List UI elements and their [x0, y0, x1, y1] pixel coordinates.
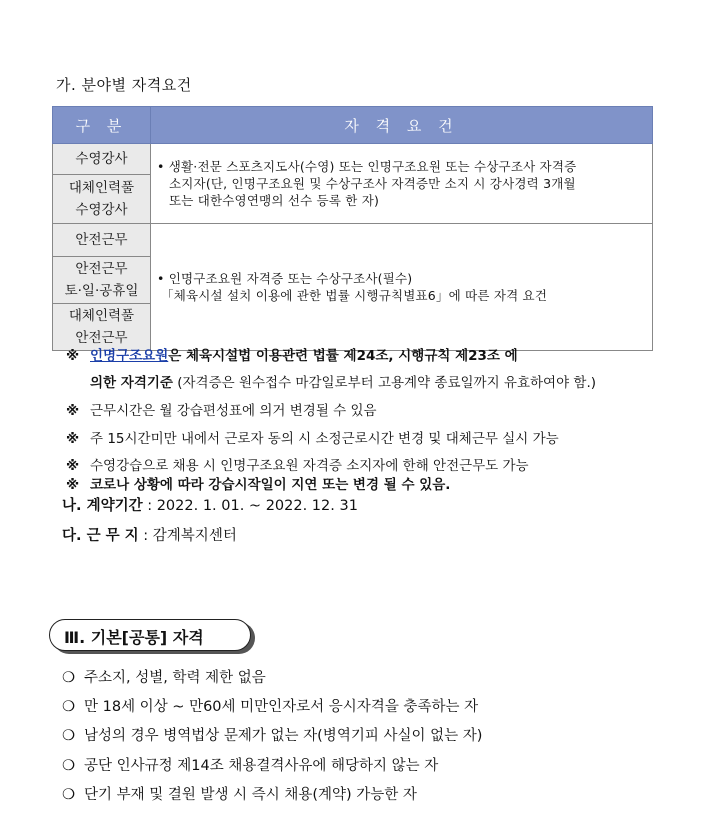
note-text: 은 체육시설법 이용관련 법률 제24조, 시행규칙 제23조 에 [168, 348, 518, 364]
note-legal [66, 344, 518, 364]
category-cell: 수영강사 [53, 144, 151, 175]
contract-period [62, 494, 358, 515]
category-cell [53, 175, 151, 224]
note-text: (자격증은 원수접수 마감일로부터 고용계약 종료일까지 유효하여야 함.) [172, 375, 597, 391]
req-line: • 생활·전문 스포츠지도사(수영) 또는 인명구조요원 또는 수상구조사 자격증 [157, 159, 577, 174]
list-item [62, 695, 478, 716]
table-row [53, 144, 653, 175]
note-mark: ※ [66, 403, 80, 419]
header-category: 구 분 [53, 107, 151, 144]
requirement-swim [151, 144, 653, 224]
note-legal-cont [90, 371, 596, 391]
header-requirement: 자 격 요 건 [151, 107, 653, 144]
bullet-icon: ❍ [62, 670, 75, 686]
table-header-row [53, 107, 653, 144]
list-item-text: 단기 부재 및 결원 발생 시 즉시 채용(계약) 가능한 자 [84, 787, 417, 803]
requirement-safety [151, 224, 653, 351]
workplace-label: 다. 근 무 지 [62, 528, 139, 544]
list-item-text: 공단 인사규정 제14조 채용결격사유에 해당하지 않는 자 [84, 758, 439, 774]
qualification-table [52, 106, 653, 351]
req-line: 「체육시설 설치 이용에 관한 법률 시행규칙별표6」에 따른 자격 요건 [161, 288, 548, 303]
category-line: 안전근무 [75, 261, 128, 277]
note-text: 근무시간은 월 강습편성표에 의거 변경될 수 있음 [90, 403, 377, 419]
note-safety [66, 454, 529, 474]
note-mark: ※ [66, 348, 80, 364]
bullet-icon: ❍ [62, 699, 75, 715]
list-item [62, 783, 417, 804]
note-mark: ※ [66, 477, 80, 493]
list-item [62, 724, 482, 745]
bullet-icon: ❍ [62, 787, 75, 803]
table-row [53, 224, 653, 257]
note-mark: ※ [66, 458, 80, 474]
category-line: 대체인력풀 [68, 180, 135, 196]
category-line: 대체인력풀 [68, 308, 135, 324]
note-covid [66, 473, 450, 493]
list-item-text: 만 18세 이상 ~ 만60세 미만인자로서 응시자격을 충족하는 자 [84, 699, 479, 715]
category-line: 안전근무 [75, 330, 128, 346]
bullet-icon: ❍ [62, 728, 75, 744]
category-cell: 안전근무 [53, 224, 151, 257]
list-item [62, 666, 266, 687]
section-a-title: 가. 분야별 자격요건 [56, 76, 192, 94]
workplace-value: : 감계복지센터 [138, 528, 237, 544]
note-text: 의한 자격기준 [90, 375, 173, 391]
req-line: • 인명구조요원 자격증 또는 수상구조사(필수) [157, 271, 413, 286]
note-mark: ※ [66, 431, 80, 447]
bullet-icon: ❍ [62, 758, 75, 774]
list-item [62, 754, 438, 775]
category-cell [53, 257, 151, 304]
note-weekly [66, 427, 559, 447]
note-text: 수영강습으로 채용 시 인명구조요원 자격증 소지자에 한해 안전근무도 가능 [90, 458, 529, 474]
category-line: 토·일·공휴일 [64, 283, 139, 299]
req-line: 소지자(단, 인명구조요원 및 수상구조사 자격증만 소지 시 강사경력 3개월 [169, 176, 576, 191]
note-hours [66, 399, 377, 419]
list-item-text: 남성의 경우 병역법상 문제가 없는 자(병역기피 사실이 없는 자) [84, 728, 483, 744]
contract-label: 나. 계약기간 [62, 498, 143, 514]
note-text: 주 15시간미만 내에서 근로자 동의 시 소정근로시간 변경 및 대체근무 실시 가능 [90, 431, 559, 447]
workplace [62, 524, 237, 545]
section3-title: Ⅲ. 기본[공통] 자격 [64, 628, 204, 647]
req-line: 또는 대한수영연맹의 선수 등록 한 자) [169, 193, 380, 208]
note-text: 코로나 상황에 따라 강습시작일이 지연 또는 변경 될 수 있음. [90, 477, 451, 493]
lifeguard-link[interactable]: 인명구조요원 [90, 348, 169, 364]
category-line: 수영강사 [75, 202, 128, 218]
section3-badge [49, 619, 251, 651]
contract-value: : 2022. 1. 01. ~ 2022. 12. 31 [142, 498, 358, 514]
list-item-text: 주소지, 성별, 학력 제한 없음 [84, 670, 266, 686]
